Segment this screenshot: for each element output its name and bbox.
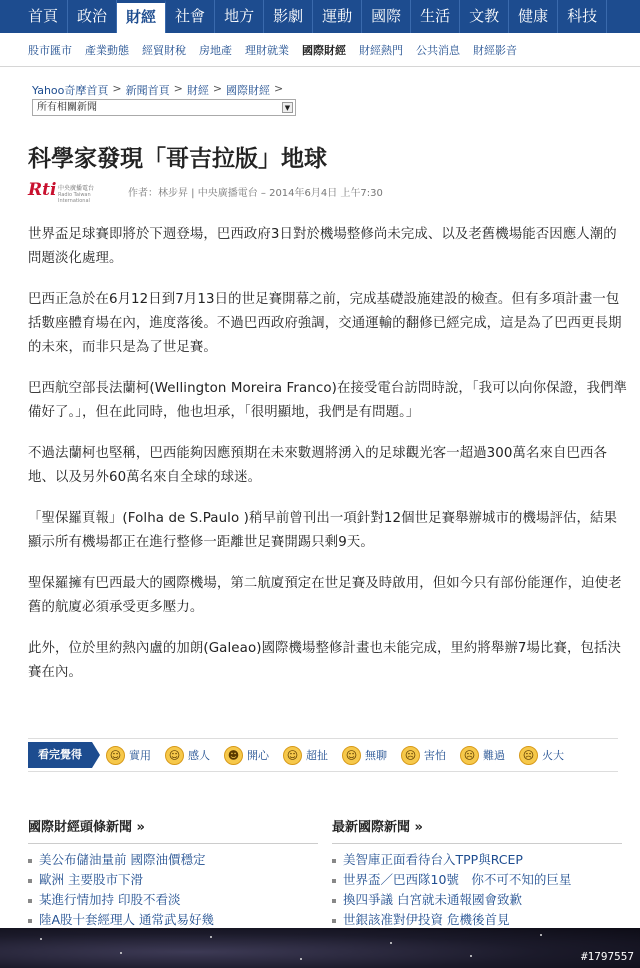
nav-tab-international[interactable]: 國際 xyxy=(362,0,411,33)
list-item-text: 換四爭議 白宮就未通報國會致歉 xyxy=(343,892,522,907)
reaction-label: 看完覺得 xyxy=(28,742,92,768)
list-item[interactable] xyxy=(332,870,622,890)
star xyxy=(210,936,212,938)
reaction-bar xyxy=(28,738,618,772)
list-item-text: 某進行情加持 印股不看淡 xyxy=(39,892,181,907)
watermark: #1797557 xyxy=(581,950,634,963)
nav-tab-politics[interactable]: 政治 xyxy=(68,0,117,33)
rti-logo-line1: 中央廣播電台 xyxy=(58,185,95,192)
star xyxy=(120,952,122,954)
article-paragraph: 世界盃足球賽即將於下週登場，巴西政府3日對於機場整修尚未完成、以及老舊機場能否因應人潮的問題淡化處理。 xyxy=(28,227,617,266)
list-item[interactable] xyxy=(332,890,622,910)
star xyxy=(540,934,542,936)
nav-tab-sports[interactable]: 運動 xyxy=(313,0,362,33)
angry-icon: ☹ xyxy=(519,746,538,765)
reaction-label-text: 實用 xyxy=(129,749,151,762)
breadcrumb-separator: > xyxy=(274,82,284,95)
bullet-icon xyxy=(332,879,336,883)
subnav-item-hot[interactable]: 財經熱門 xyxy=(359,43,403,57)
list-item[interactable] xyxy=(332,850,622,870)
rti-logo-mark: Rti xyxy=(28,180,57,200)
nav-tab-finance[interactable]: 財經 xyxy=(117,0,166,33)
smiley-icon: ☺ xyxy=(165,746,184,765)
subnav-item-industry[interactable]: 產業動態 xyxy=(85,43,129,57)
article-paragraph: 巴西航空部長法蘭柯(Wellington Moreira Franco)在接受電台訪問時說，「我可以向你保證，我們準備好了。」，但在此同時，他也坦承，「很明顯地，我們是有問題。」 xyxy=(28,381,628,420)
list-item-text: 陸A股十套經理人 通常武易好幾 xyxy=(39,912,215,927)
breadcrumb-separator: > xyxy=(212,82,223,95)
starfield-overlay xyxy=(0,928,640,968)
top-nav xyxy=(0,0,640,33)
breadcrumb-finance[interactable]: 財經 xyxy=(186,84,209,97)
breadcrumb-intl-finance[interactable]: 國際財經 xyxy=(226,84,271,97)
reaction-label-text: 難過 xyxy=(483,749,505,762)
list-item[interactable] xyxy=(28,910,318,930)
star xyxy=(470,955,472,957)
reaction-label-text: 感人 xyxy=(188,749,210,762)
article-paragraph: 「聖保羅頁報」(Folha de S.Paulo )稍早前曾刊出一項針對12個世足賽舉辦城市的機場評估，結果顯示所有機場都正在進行整修一距離世足賽開踢只剩9天。 xyxy=(28,511,617,550)
reaction-happy[interactable] xyxy=(224,746,269,765)
breadcrumb-news[interactable]: 新聞首頁 xyxy=(125,84,170,97)
subnav-item-intl-finance[interactable]: 國際財經 xyxy=(302,43,346,57)
star xyxy=(300,958,302,960)
list-item[interactable] xyxy=(332,910,622,930)
smirk-icon: ☺ xyxy=(283,746,302,765)
subnav-item-stocks[interactable]: 股市匯市 xyxy=(28,43,72,57)
reaction-label-text: 害怕 xyxy=(424,749,446,762)
page-title: 科學家發現「哥吉拉版」地球 xyxy=(28,145,327,172)
reaction-label-text: 火大 xyxy=(542,749,564,762)
breadcrumb-yahoo[interactable]: Yahoo奇摩首頁 xyxy=(32,84,109,97)
scared-icon: ☹ xyxy=(401,746,420,765)
article-paragraph: 不過法蘭柯也堅稱，巴西能夠因應預期在未來數週將湧入的足球觀光客一超過300萬名來自巴西各地、以及另外60萬名來自全球的球迷。 xyxy=(28,446,607,485)
reaction-absurd[interactable] xyxy=(283,746,328,765)
article-paragraph: 此外，位於里約熱內盧的加朗(Galeao)國際機場整修計畫也未能完成，里約將舉辦7場比賽，包括決賽在內。 xyxy=(28,641,621,680)
reaction-scared[interactable] xyxy=(401,746,446,765)
bored-icon: ☺ xyxy=(342,746,361,765)
list-item-text: 美公布儲油量前 國際油價穩定 xyxy=(39,852,206,867)
nav-tab-entertainment[interactable]: 影劇 xyxy=(264,0,313,33)
list-item-text: 歐洲 主要股市下滑 xyxy=(39,872,143,887)
star xyxy=(40,938,42,940)
intl-finance-headlines xyxy=(28,816,318,930)
nav-tab-home[interactable]: 首頁 xyxy=(0,0,68,33)
related-news-select-value: 所有相關新聞 xyxy=(37,102,97,113)
nav-tab-life[interactable]: 生活 xyxy=(411,0,460,33)
reaction-label-text: 開心 xyxy=(247,749,269,762)
nav-tab-health[interactable]: 健康 xyxy=(509,0,558,33)
breadcrumb xyxy=(32,82,283,98)
nav-tab-tech[interactable]: 科技 xyxy=(558,0,607,33)
bullet-icon xyxy=(28,899,32,903)
nav-tab-local[interactable]: 地方 xyxy=(215,0,264,33)
subnav-item-wealth[interactable]: 理財就業 xyxy=(245,43,289,57)
byline-meta: 作者：林步昇 | 中央廣播電台 – 2014年6月4日 上午7:30 xyxy=(128,187,383,199)
section-title[interactable]: 最新國際新聞 » xyxy=(332,816,622,844)
subnav-item-trade-tax[interactable]: 經貿財稅 xyxy=(142,43,186,57)
reaction-angry[interactable] xyxy=(519,746,564,765)
nav-tab-education[interactable]: 文教 xyxy=(460,0,509,33)
reaction-useful[interactable] xyxy=(106,746,151,765)
breadcrumb-separator: > xyxy=(173,82,183,95)
latest-intl-news xyxy=(332,816,622,930)
rti-logo[interactable] xyxy=(28,180,118,202)
byline xyxy=(28,180,383,202)
bullet-icon xyxy=(332,919,336,923)
rti-logo-line2: Radio Taiwan International xyxy=(58,192,91,204)
article-paragraph: 巴西正急於在6月12日到7月13日的世足賽開幕之前，完成基礎設施建設的檢查。但有多項計畫一包括數座體育場在內，進度落後。不過巴西政府強調，交通運輸的翻修已經完成，這是為了巴西更長期的未來，而非只是為了世足賽。 xyxy=(28,292,622,355)
related-news-select[interactable] xyxy=(32,99,296,116)
list-item-text: 世銀該准對伊投資 危機後首見 xyxy=(343,912,510,927)
bullet-icon xyxy=(332,859,336,863)
laughing-icon: ☻ xyxy=(224,746,243,765)
list-item-text: 美智庫正面看待台入TPP與RCEP xyxy=(343,852,523,867)
breadcrumb-separator: > xyxy=(112,82,122,95)
list-item[interactable] xyxy=(28,850,318,870)
subnav-item-video[interactable]: 財經影音 xyxy=(473,43,517,57)
reaction-sad[interactable] xyxy=(460,746,505,765)
nav-tab-society[interactable]: 社會 xyxy=(166,0,215,33)
subnav-item-public[interactable]: 公共消息 xyxy=(416,43,460,57)
bullet-icon xyxy=(332,899,336,903)
sub-nav xyxy=(0,33,640,67)
bullet-icon xyxy=(28,919,32,923)
bullet-icon xyxy=(28,859,32,863)
reaction-label-text: 超扯 xyxy=(306,749,328,762)
article-paragraph: 聖保羅擁有巴西最大的國際機場，第二航廈預定在世足賽及時啟用，但如今只有部份能運作，迫使老舊的航廈必須承受更多壓力。 xyxy=(28,576,622,615)
list-item[interactable] xyxy=(28,870,318,890)
chevron-down-icon: ▼ xyxy=(282,102,293,113)
bullet-icon xyxy=(28,879,32,883)
list-item-text: 世界盃／巴西隊10號 你不可不知的巨星 xyxy=(343,872,572,887)
subnav-item-real-estate[interactable]: 房地產 xyxy=(199,43,232,57)
reaction-touching[interactable] xyxy=(165,746,210,765)
section-title[interactable]: 國際財經頭條新聞 » xyxy=(28,816,318,844)
list-item[interactable] xyxy=(28,890,318,910)
smiley-icon: ☺ xyxy=(106,746,125,765)
reaction-label-text: 無聊 xyxy=(365,749,387,762)
crying-icon: ☹ xyxy=(460,746,479,765)
reaction-boring[interactable] xyxy=(342,746,387,765)
article-body xyxy=(28,223,628,702)
star xyxy=(390,942,392,944)
